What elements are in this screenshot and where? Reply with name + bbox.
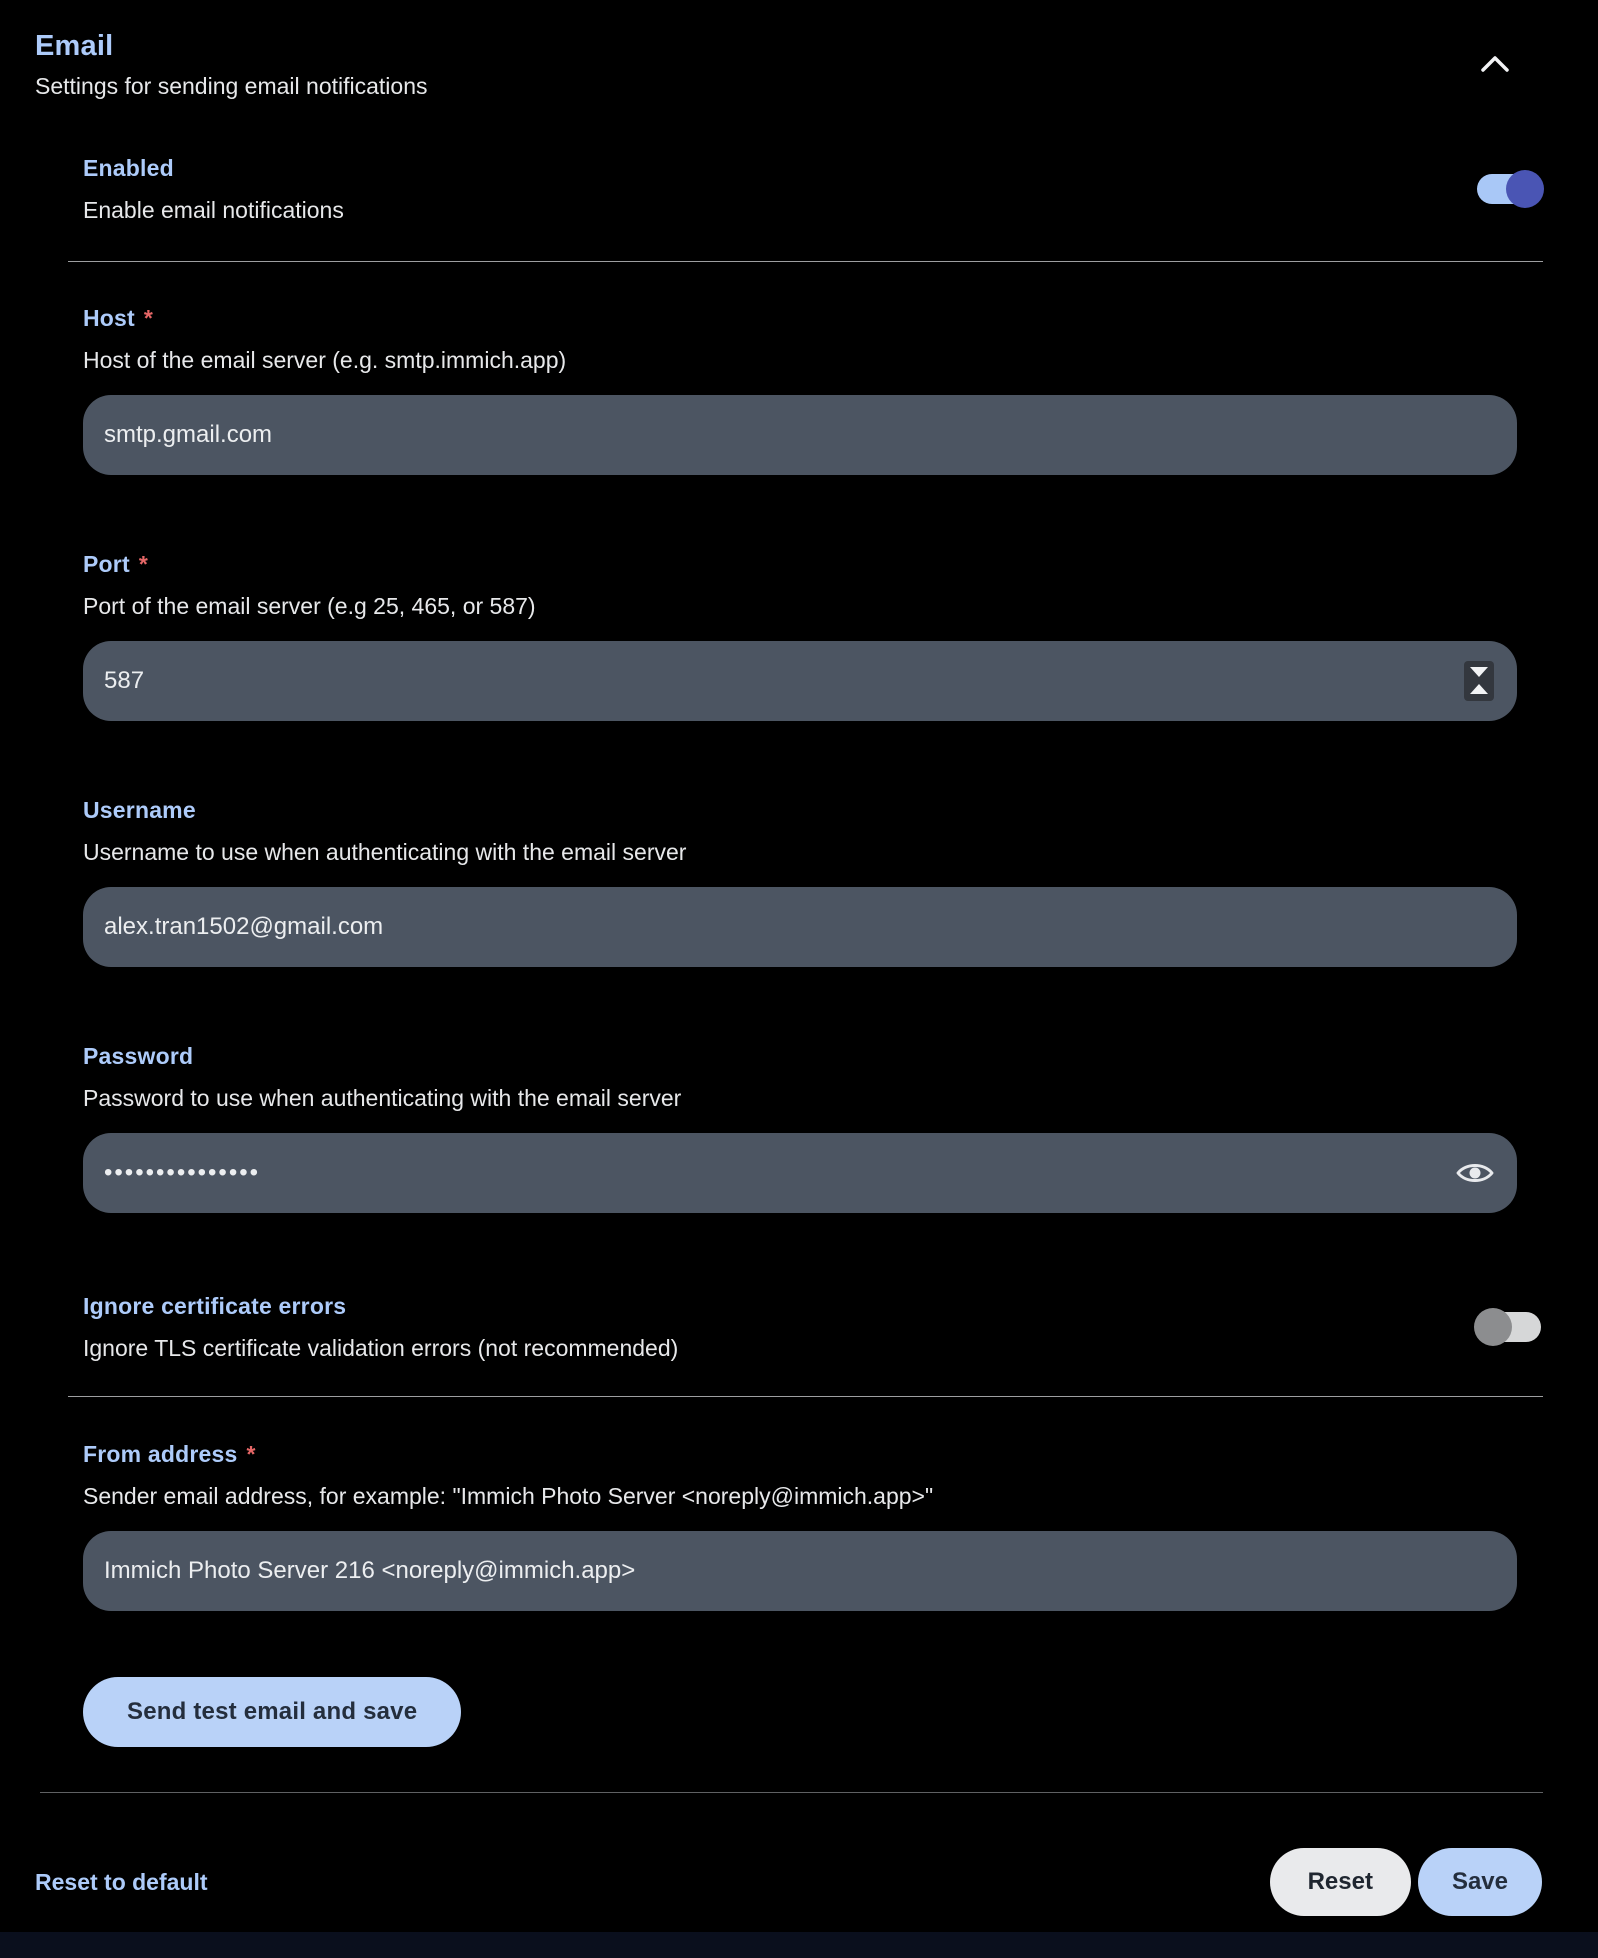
- toggle-password-visibility-button[interactable]: [1455, 1159, 1495, 1187]
- required-asterisk: *: [138, 551, 148, 577]
- username-label: Username: [83, 797, 196, 823]
- port-description: Port of the email server (e.g 25, 465, or 587): [83, 593, 536, 619]
- host-label: Host: [83, 305, 135, 331]
- password-input[interactable]: [83, 1133, 1517, 1213]
- ignore-cert-text: [83, 1293, 678, 1361]
- host-input[interactable]: [83, 395, 1517, 475]
- email-settings-form: [0, 155, 1598, 1747]
- from-address-input[interactable]: [83, 1531, 1517, 1611]
- username-label-row: [83, 797, 1543, 824]
- password-label-row: [83, 1043, 1543, 1070]
- password-input-wrap: [83, 1133, 1517, 1213]
- password-field-group: [83, 1043, 1543, 1213]
- from-address-description: Sender email address, for example: "Immich Photo Server <noreply@immich.app>": [83, 1483, 934, 1509]
- ignore-cert-description: Ignore TLS certificate validation errors (not recommended): [83, 1335, 679, 1361]
- save-button[interactable]: Save: [1418, 1848, 1542, 1916]
- reset-to-default-link[interactable]: Reset to default: [35, 1868, 208, 1895]
- port-input[interactable]: [83, 641, 1517, 721]
- required-asterisk: *: [143, 305, 153, 331]
- username-description: Username to use when authenticating with the email server: [83, 839, 687, 865]
- section-title: Email: [35, 30, 114, 62]
- username-field-group: [83, 797, 1543, 967]
- collapse-section-button[interactable]: [1472, 46, 1518, 82]
- ignore-cert-label: Ignore certificate errors: [83, 1293, 347, 1319]
- ignore-cert-toggle[interactable]: [1477, 1312, 1541, 1342]
- from-address-label-row: [83, 1441, 1543, 1468]
- password-label: Password: [83, 1043, 194, 1069]
- required-asterisk: *: [246, 1441, 256, 1467]
- host-input-wrap: [83, 395, 1517, 475]
- bottom-bar: [0, 1932, 1598, 1958]
- settings-footer: [0, 1848, 1598, 1916]
- send-test-email-button[interactable]: Send test email and save: [83, 1677, 461, 1747]
- reset-button[interactable]: Reset: [1270, 1848, 1411, 1916]
- enabled-label: Enabled: [83, 155, 174, 181]
- port-label: Port: [83, 551, 130, 577]
- port-label-row: [83, 551, 1543, 578]
- enabled-setting-row: [83, 155, 1543, 223]
- footer-buttons: [1270, 1848, 1542, 1916]
- host-field-group: [83, 305, 1543, 475]
- email-section-header: [0, 0, 1598, 100]
- divider: [68, 1396, 1543, 1397]
- enabled-description: Enable email notifications: [83, 197, 344, 223]
- host-label-row: [83, 305, 1543, 332]
- divider: [68, 261, 1543, 262]
- toggle-knob: [1474, 1308, 1512, 1346]
- port-input-wrap: [83, 641, 1517, 721]
- username-input[interactable]: [83, 887, 1517, 967]
- number-stepper: [1464, 661, 1494, 701]
- toggle-knob: [1506, 170, 1544, 208]
- from-address-label: From address: [83, 1441, 238, 1467]
- eye-icon: [1455, 1159, 1495, 1187]
- chevron-up-icon: [1478, 52, 1512, 76]
- host-description: Host of the email server (e.g. smtp.immich.app): [83, 347, 567, 373]
- section-header-text: [35, 30, 428, 100]
- port-field-group: [83, 551, 1543, 721]
- username-input-wrap: [83, 887, 1517, 967]
- from-address-input-wrap: [83, 1531, 1517, 1611]
- section-subtitle: Settings for sending email notifications: [35, 73, 428, 99]
- triangle-down-icon: [1470, 667, 1488, 692]
- enabled-text: [83, 155, 344, 223]
- ignore-cert-setting-row: [83, 1293, 1543, 1361]
- password-description: Password to use when authenticating with the email server: [83, 1085, 682, 1111]
- enabled-toggle[interactable]: [1477, 174, 1541, 204]
- from-address-field-group: [83, 1441, 1543, 1611]
- footer-divider: [40, 1792, 1543, 1793]
